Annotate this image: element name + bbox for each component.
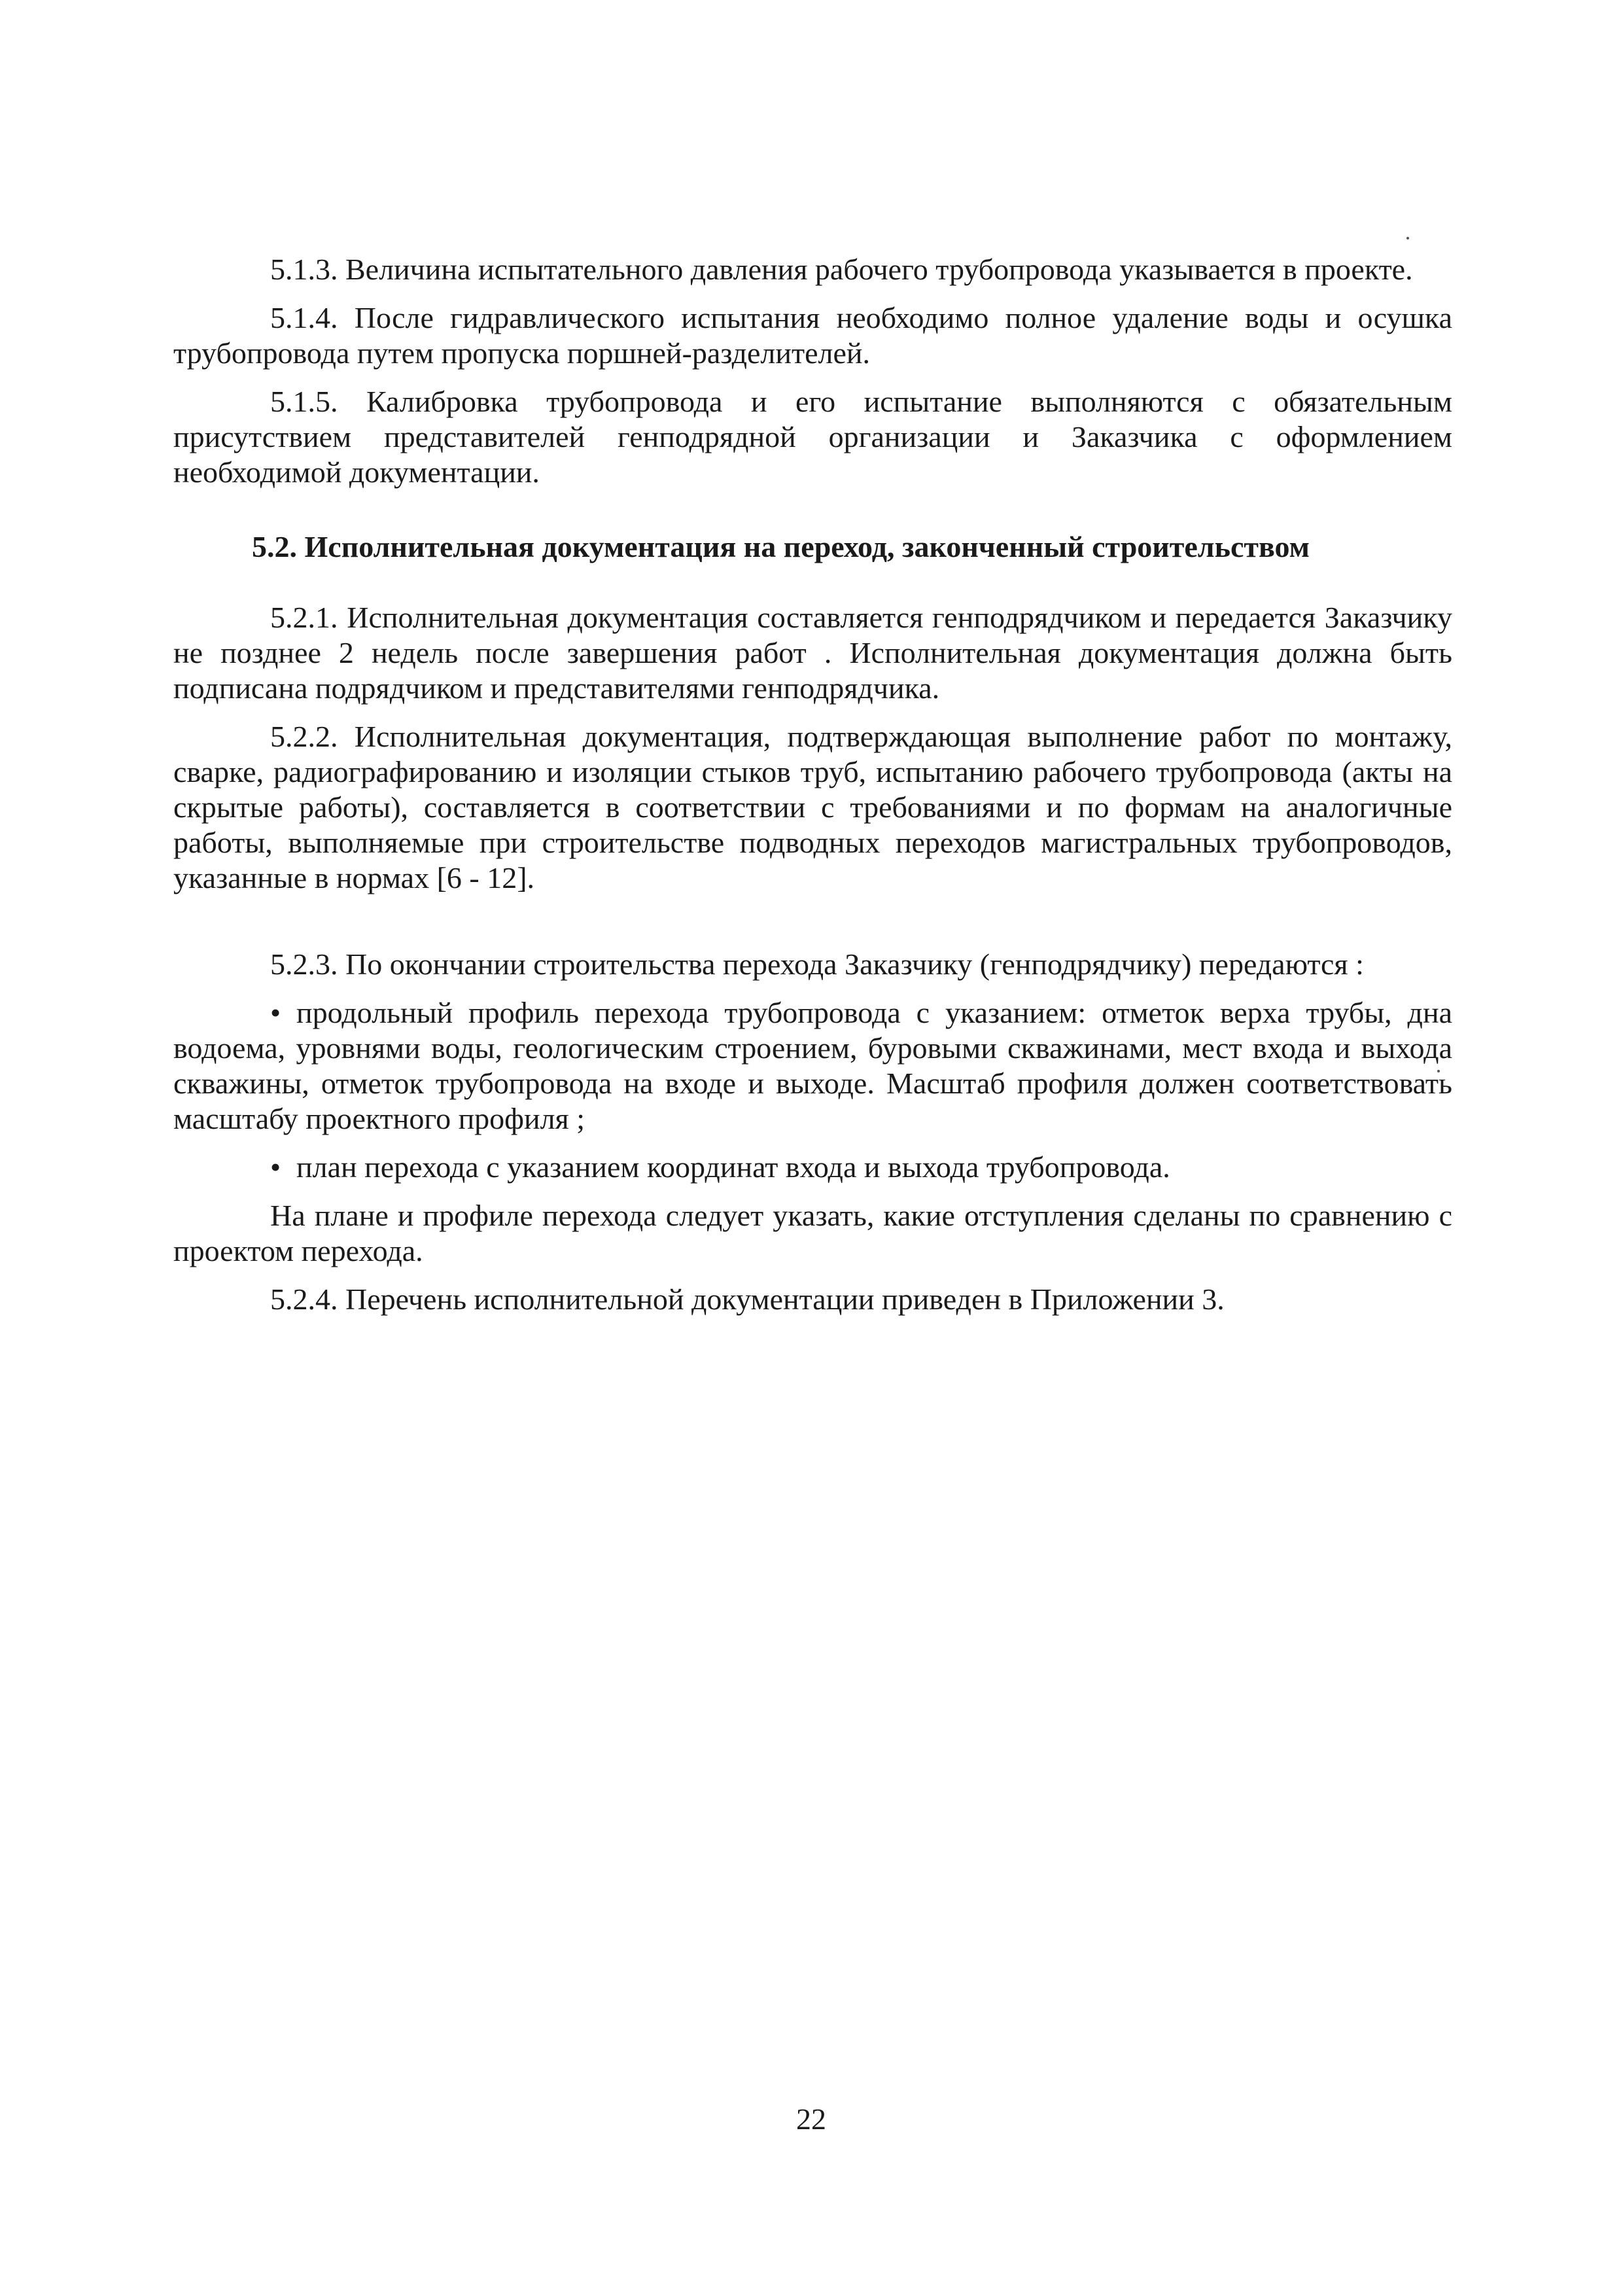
document-body [173, 252, 1452, 1330]
list-item-text: план перехода с указанием координат входа и выхода трубопровода. [296, 1150, 1170, 1184]
paragraph-5-2-4: 5.2.4. Перечень исполнительной документации приведен в Приложении 3. [270, 1282, 1225, 1316]
spacer [173, 909, 1452, 947]
bullet-icon: • [270, 1150, 281, 1184]
bullet-list [173, 995, 1452, 1185]
paragraph-5-2-2: 5.2.2. Исполнительная документация, подтверждающая выполнение работ по монтажу, сварке, радиографированию и изоляции стыков труб, испытанию рабочего трубопровода (акты на скрытые работы), составляется в соответствии с требованиями и по формам на аналогичные работы, выполняемые при строительстве подводных переходов магистральных трубопроводов, указанные в нормах [6 - 12]. [173, 720, 1452, 894]
bullet-icon: • [270, 996, 281, 1029]
page-number: 22 [796, 2102, 826, 2136]
paragraph-5-1-4: 5.1.4. После гидравлического испытания необходимо полное удаление воды и осушка трубопровода путем пропуска поршней-разделителей. [173, 301, 1452, 370]
paragraph-5-1-3: 5.1.3. Величина испытательного давления рабочего трубопровода указывается в проекте. [270, 253, 1413, 286]
paragraph-5-2-3: 5.2.3. По окончании строительства перехода Заказчику (генподрядчику) передаются : [270, 947, 1364, 981]
list-item [173, 995, 1452, 1137]
list-item [173, 1150, 1452, 1185]
paragraph-5-1-5: 5.1.5. Калибровка трубопровода и его испытание выполняются с обязательным присутствием представителей генподрядной организации и Заказчика с оформлением необходимой документации. [173, 385, 1452, 489]
paragraph-5-2-1: 5.2.1. Исполнительная документация составляется генподрядчиком и передается Заказчику не позднее 2 недель после завершения работ . Исполнительная документация должна быть подписана подрядчиком и представителями генподрядчика. [173, 601, 1452, 705]
scan-speck [1406, 237, 1409, 239]
list-item-text: продольный профиль перехода трубопровода с указанием: отметок верха трубы, дна водоема, уровнями воды, геологическим строением, буровыми скважинами, мест входа и выхода скважины, отметок трубопровода на входе и выходе. Масштаб профиля должен соответствовать масштабу проектного профиля ; [173, 996, 1452, 1135]
section-heading-5-2: 5.2. Исполнительная документация на переход, законченный строительством [252, 530, 1310, 563]
paragraph-deviations: На плане и профиле перехода следует указать, какие отступления сделаны по сравнению с проектом перехода. [173, 1199, 1452, 1267]
